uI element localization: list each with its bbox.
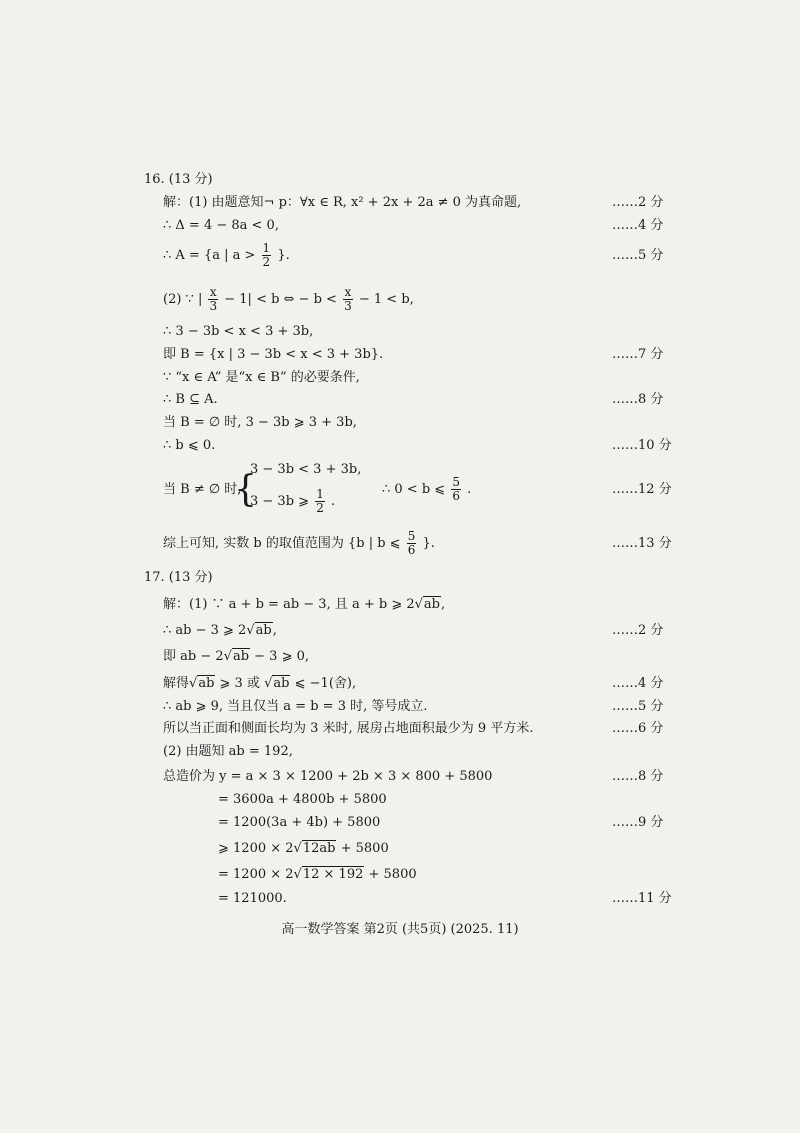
radicand: ab <box>232 649 250 664</box>
q17-line-8: 总造价为 y = a × 3 × 1200 + 2b × 3 × 800 + 5800 <box>163 769 493 784</box>
radicand: ab <box>423 597 440 612</box>
q16-score-1: ……2 分 <box>612 195 664 210</box>
q16-system-line-2: 3 − 3b ⩾ $\frac{1}{2}$ . <box>250 487 336 515</box>
q17-line-4: 解得√ab ⩾ 3 或 √ab ⩽ −1(舍), <box>163 676 357 691</box>
radicand: 12ab <box>302 841 336 856</box>
fraction: $\frac{x}{3}$ <box>344 285 352 313</box>
q16-line-5: ∴ 3 − 3b < x < 3 + 3b, <box>163 324 314 339</box>
q16-line-9: 当 B = ∅ 时, 3 − 3b ⩾ 3 + 3b, <box>163 415 357 430</box>
q17-line-11: ⩾ 1200 × 2√12ab + 5800 <box>218 841 389 856</box>
q17-line-7: (2) 由题知 ab = 192, <box>163 744 293 759</box>
q17-line-1: 解：(1) ∵ a + b = ab − 3, 且 a + b ⩾ 2√ab, <box>163 597 446 612</box>
q17-score-7: ……11 分 <box>612 891 672 906</box>
q16-line-1: 解：(1) 由题意知¬ p：∀x ∈ R, x² + 2x + 2a ≠ 0 为真命题, <box>163 195 522 210</box>
radicand: ab <box>273 676 290 691</box>
q16-line-6: 即 B = {x | 3 − 3b < x < 3 + 3b}. <box>163 347 384 362</box>
q17-line-12: = 1200 × 2√12 × 192 + 5800 <box>218 867 417 882</box>
radicand: ab <box>198 676 215 691</box>
q16-line-10: ∴ b ⩽ 0. <box>163 438 216 453</box>
q17-score-6: ……9 分 <box>612 815 664 830</box>
q16-score-8: ……13 分 <box>612 536 672 551</box>
q16-line-3: ∴ A = {a | a > $\frac{1}{2}$ }. <box>163 241 290 269</box>
q16-score-4: ……7 分 <box>612 347 664 362</box>
q17-score-3: ……5 分 <box>612 699 664 714</box>
q17-line-2: ∴ ab − 3 ⩾ 2√ab, <box>163 623 277 638</box>
q17-header: 17. (13 分) <box>144 570 213 585</box>
radicand: ab <box>255 623 272 638</box>
q16-system-line-1: 3 − 3b < 3 + 3b, <box>250 462 362 477</box>
fraction: $\frac{x}{3}$ <box>209 285 218 313</box>
q17-line-13: = 121000. <box>218 891 287 906</box>
q16-header: 16. (13 分) <box>144 172 213 187</box>
q16-line-2: ∴ Δ = 4 − 8a < 0, <box>163 218 279 233</box>
q16-score-3: ……5 分 <box>612 248 664 263</box>
q17-score-5: ……8 分 <box>612 769 664 784</box>
fraction: $\frac{1}{2}$ <box>316 487 324 515</box>
q16-line-11-label: 当 B ≠ ∅ 时, <box>163 482 242 497</box>
q16-score-2: ……4 分 <box>612 218 664 233</box>
q16-line-8: ∴ B ⊆ A. <box>163 392 218 407</box>
q16-score-7: ……12 分 <box>612 482 672 497</box>
q16-line-4: (2) ∵ | $\frac{x}{3}$ − 1| < b ⇔ − b < $\frac{x}{3}$ − 1 < b, <box>163 285 414 313</box>
q17-line-10: = 1200(3a + 4b) + 5800 <box>218 815 381 830</box>
q17-score-4: ……6 分 <box>612 721 664 736</box>
q16-line-12: 综上可知, 实数 b 的取值范围为 {b | b ⩽ $\frac{5}{6}$ }. <box>163 529 435 557</box>
q16-score-6: ……10 分 <box>612 438 672 453</box>
q17-score-2: ……4 分 <box>612 676 664 691</box>
q16-line-11-result: ∴ 0 < b ⩽ $\frac{5}{6}$ . <box>382 475 472 503</box>
fraction: $\frac{5}{6}$ <box>452 475 460 503</box>
q17-line-5: ∴ ab ⩾ 9, 当且仅当 a = b = 3 时, 等号成立. <box>163 699 428 714</box>
fraction: $\frac{5}{6}$ <box>407 529 416 557</box>
fraction: $\frac{1}{2}$ <box>262 241 271 269</box>
q16-line-7: ∵ “x ∈ A” 是“x ∈ B” 的必要条件, <box>163 370 360 385</box>
q17-line-3: 即 ab − 2√ab − 3 ⩾ 0, <box>163 649 310 664</box>
brace: { <box>234 469 257 510</box>
q16-score-5: ……8 分 <box>612 392 664 407</box>
q17-line-6: 所以当正面和侧面长均为 3 米时, 展房占地面积最少为 9 平方米. <box>163 721 534 736</box>
q17-score-1: ……2 分 <box>612 623 664 638</box>
radicand: 12 × 192 <box>302 867 364 882</box>
q17-line-9: = 3600a + 4800b + 5800 <box>218 792 387 807</box>
page-footer: 高一数学答案 第2页 (共5页) (2025. 11) <box>281 922 519 937</box>
